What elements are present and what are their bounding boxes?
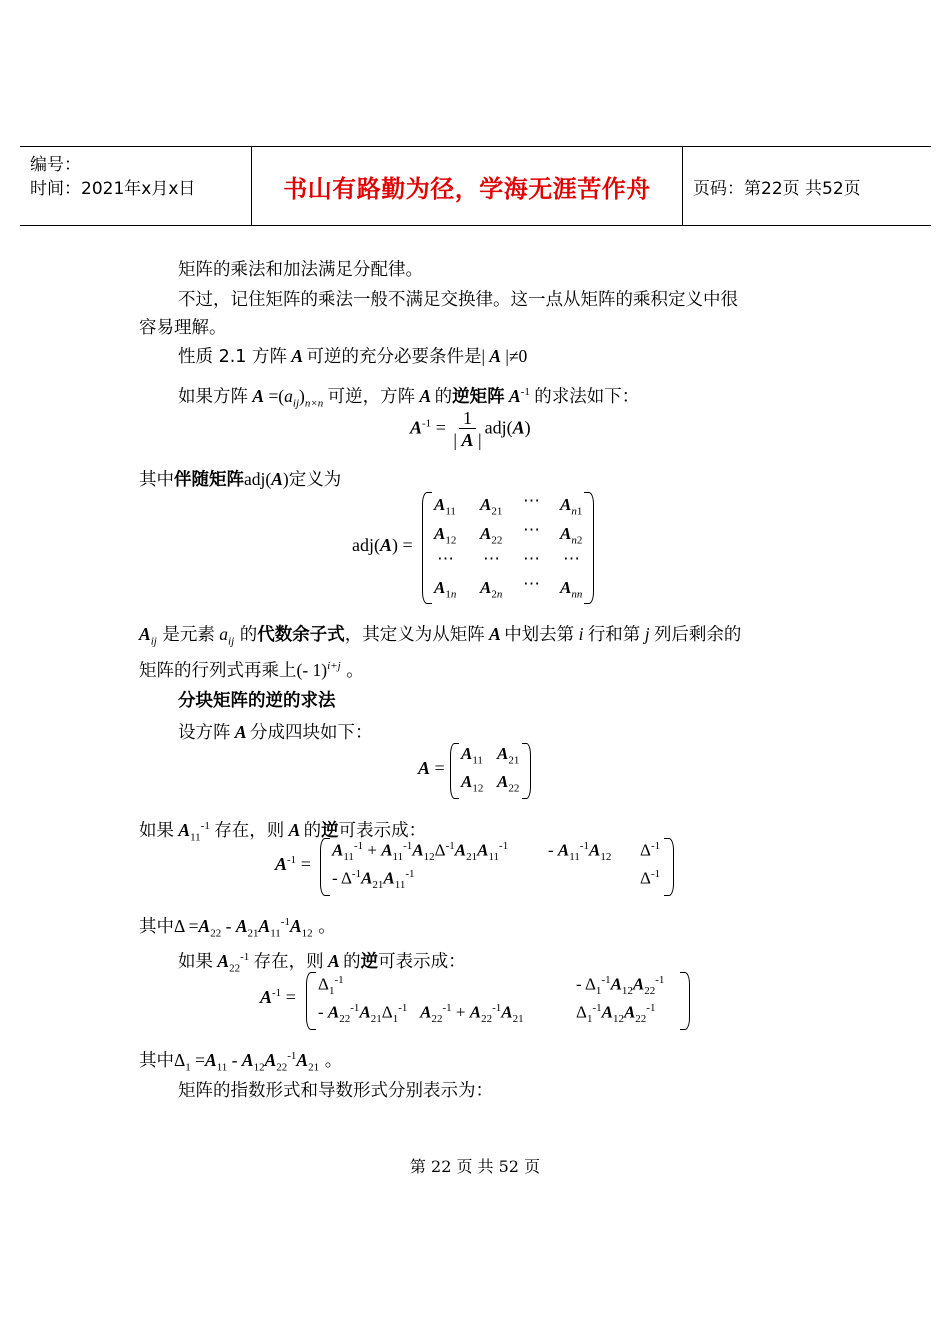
property-statement: 性质 2.1 方阵 A 可逆的充分必要条件是| A |≠0 (178, 346, 528, 367)
section-heading: 分块矩阵的逆的求法 (178, 691, 336, 711)
cofactor-definition-cont: 矩阵的行列式再乘上(- 1)$^{i+j}$ 。 (139, 659, 364, 681)
page-header (20, 146, 931, 226)
term-inverse: 逆 (360, 951, 379, 972)
adjugate-intro: 其中伴随矩阵adj(A)定义为 (139, 469, 342, 490)
delta1-definition: 其中$\Delta_1 =A_{11} - A_{12}A_{22}^{-1}A_{21}$ 。 (139, 1049, 343, 1074)
case2-intro: 如果 $A_{22}^{-1}$ 存在，则 A 的逆可表示成： (178, 950, 466, 975)
inverse-formula: $A^{-1}$ = $\frac{1}{| A |}$ adj(A) (410, 408, 531, 450)
paragraph: 矩阵的乘法和加法满足分配律。 (178, 260, 423, 280)
term-inverse: 逆 (321, 820, 339, 841)
header-motto: 书山有路勤为径，学海无涯苦作舟 (283, 174, 651, 203)
paragraph: 容易理解。 (139, 318, 227, 338)
header-page-info: 页码：第22页 共52页 (693, 178, 861, 199)
property-title: 性质 2.1 (178, 347, 247, 367)
paragraph: 矩阵的指数形式和导数形式分别表示为： (178, 1081, 493, 1101)
inverse-intro: 如果方阵 $A =(a_{ij})_{n\times n}$ 可逆，方阵 A 的逆矩阵 $A^{-1}$ 的求法如下： (178, 385, 640, 410)
case1-intro: 如果 $A_{11}^{-1}$ 存在，则 A 的逆可表示成： (139, 819, 427, 844)
term-inverse-matrix: 逆矩阵 (452, 386, 505, 407)
page-footer: 第 22 页 共 52 页 (409, 1157, 541, 1176)
delta-definition: 其中$\Delta =A_{22} - A_{21}A_{11}^{-1}A_{12}$ 。 (139, 915, 336, 940)
cofactor-definition: $A_{ij}$ 是元素 $a_{ij}$ 的代数余子式，其定义为从矩阵 A 中划去第 i 行和第 j 列后剩余的 (139, 624, 742, 648)
paragraph: 不过，记住矩阵的乘法一般不满足交换律。这一点从矩阵的乘积定义中很 (178, 290, 738, 310)
block-intro: 设方阵 A 分成四块如下： (178, 722, 373, 743)
header-meta (30, 153, 195, 201)
term-adjugate: 伴随矩阵 (174, 470, 244, 490)
header-divider (682, 147, 683, 225)
term-cofactor: 代数余子式 (257, 625, 345, 645)
serial-label: 编号： (30, 155, 81, 175)
time-label: 时间：2021年x月x日 (30, 179, 196, 199)
